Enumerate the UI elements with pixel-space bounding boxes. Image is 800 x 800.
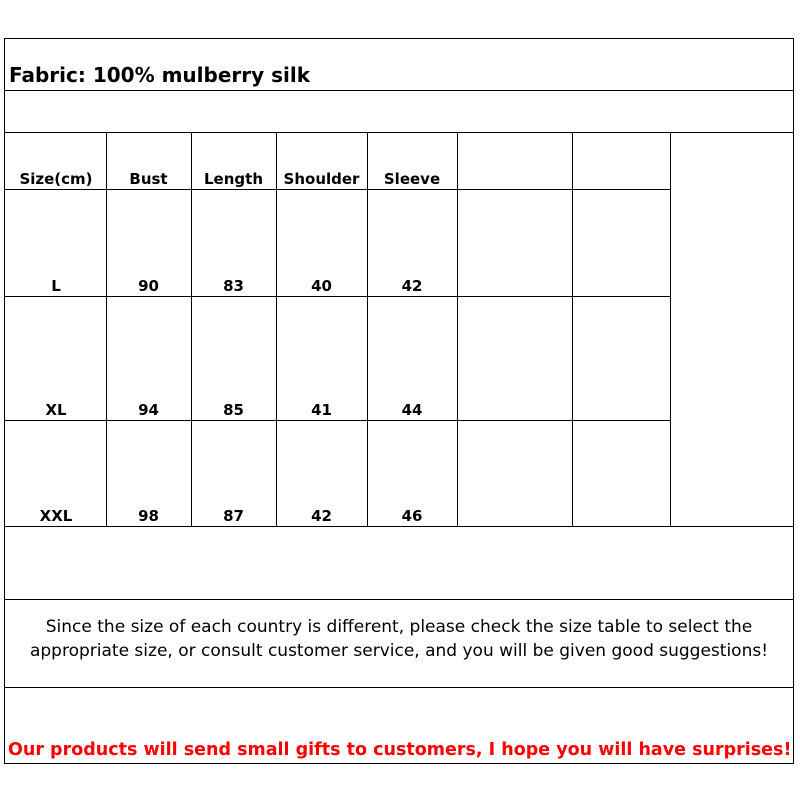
size-notice: [4, 615, 794, 663]
bust-l: 90: [138, 277, 159, 295]
shoulder-xxl: 42: [311, 507, 332, 525]
row-divider: [4, 526, 794, 527]
row-divider: [4, 599, 794, 600]
size-label-xl: XL: [45, 401, 67, 419]
size-label-xxl: XXL: [39, 507, 73, 525]
column-divider: [670, 132, 671, 526]
shoulder-xl: 41: [311, 401, 332, 419]
header-bust: Bust: [129, 170, 168, 188]
size-notice-line-2: appropriate size, or consult customer service, and you will be given good suggestions!: [29, 641, 769, 661]
header-length: Length: [204, 170, 263, 188]
sleeve-l: 42: [401, 277, 423, 295]
row-divider: [4, 90, 794, 91]
column-divider: [572, 132, 573, 526]
header-size: Size(cm): [19, 170, 93, 188]
row-divider: [4, 132, 794, 133]
bust-xxl: 98: [138, 507, 159, 525]
sleeve-xl: 44: [401, 401, 423, 419]
column-divider: [191, 132, 192, 526]
size-label-l: L: [51, 277, 61, 295]
row-divider: [4, 189, 670, 190]
column-divider: [276, 132, 277, 526]
length-xxl: 87: [223, 507, 244, 525]
column-divider: [457, 132, 458, 526]
header-shoulder: Shoulder: [283, 170, 360, 188]
length-l: 83: [223, 277, 244, 295]
fabric-title: Fabric: 100% mulberry silk: [9, 63, 311, 87]
row-divider: [4, 296, 670, 297]
row-divider: [4, 420, 670, 421]
gift-promo-text: Our products will send small gifts to customers, I hope you will have surprises!: [8, 740, 792, 760]
header-sleeve: Sleeve: [383, 170, 441, 188]
sleeve-xxl: 46: [401, 507, 423, 525]
size-notice-line-1: Since the size of each country is different, please check the size table to select the: [45, 617, 753, 637]
column-divider: [106, 132, 107, 526]
row-divider: [4, 687, 794, 688]
bust-xl: 94: [138, 401, 159, 419]
shoulder-l: 40: [311, 277, 332, 295]
length-xl: 85: [223, 401, 244, 419]
column-divider: [367, 132, 368, 526]
